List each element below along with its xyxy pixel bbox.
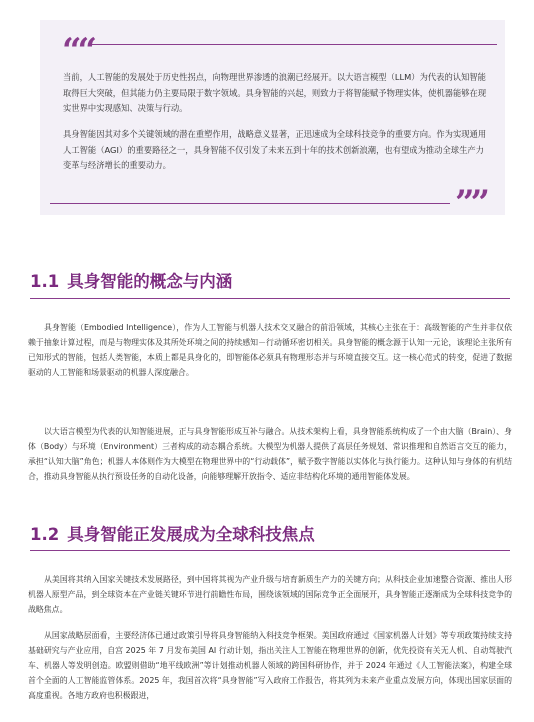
open-quote-icon: ““	[62, 31, 94, 71]
section-divider	[30, 550, 510, 551]
section-number: 1.2	[30, 525, 60, 544]
section-number: 1.1	[30, 272, 60, 291]
intro-paragraph-2: 具身智能因其对多个关键领域的潜在重塑作用，战略意义显著，正迅速成为全球科技竞争的重要方向。作为实现通用人工智能（AGI）的重要路径之一，具身智能不仅引发了未来五到十年的技术创新浪潮，也有望成为推动全球生产力变革与经济增长的重要动力。	[63, 129, 487, 170]
section-divider	[30, 298, 510, 299]
quote-bottom-divider	[50, 203, 450, 204]
section-title-text: 具身智能正发展成为全球科技焦点	[67, 525, 315, 544]
quote-top-divider	[92, 44, 497, 45]
section-1-1-paragraph-1: 具身智能（Embodied Intelligence），作为人工智能与机器人技术交叉融合的前沿领域，其核心主张在于：高级智能的产生并非仅依赖于抽象计算过程，而是与物理实体及其所处环境之间的持续感知－行动循环密切相关。具身智能的概念源于认知一元论，该理论主张所有已知形式的智能，包括人类智能，本质上都是具身化的，即智能体必须具有物理形态并与环境直接交互。这一核心范式的转变，促进了数据驱动的人工智能和场景驱动的机器人深度融合。	[28, 323, 512, 377]
section-title-text: 具身智能的概念与内涵	[67, 272, 233, 291]
section-1-1-paragraph-2: 以大语言模型为代表的认知智能进展，正与具身智能形成互补与融合。从技术架构上看，具身智能系统构成了一个由大脑（Brain）、身体（Body）与环境（Environment）三者构成的动态耦合系统。大模型为机器人提供了高层任务规划、常识推理和自然语言交互的能力，承担“认知大脑”角色；机器人本体则作为大模型在物理世界中的“行动载体”，赋予数字智能以实体化与执行能力。这种认知与身体的有机结合，推动具身智能从执行预设任务的自动化设备，向能够理解开放指令、适应非结构化环境的通用智能体发展。	[28, 427, 512, 481]
intro-quote-box	[40, 20, 505, 215]
close-quote-icon: ””	[455, 183, 487, 223]
intro-paragraph-1: 当前，人工智能的发展处于历史性拐点，向物理世界渗透的浪潮已经展开。以大语言模型（LLM）为代表的认知智能取得巨大突破，但其能力仍主要局限于数字领域。具身智能的兴起，则致力于将智能赋予物理实体，使机器能够在现实世界中实现感知、决策与行动。	[63, 72, 487, 113]
section-1-2-paragraph-2: 从国家战略层面看，主要经济体已通过政策引导将具身智能纳入科技竞争框架。美国政府通过《国家机器人计划》等专项政策持续支持基础研究与产业应用，自宫 2025 年 7 月发布美国 AI 行动计划，指出关注人工智能在物理世界的创新，优先投资有关无人机、自动驾驶汽车、机器人等发明创造。欧盟则借助“地平线欧洲”等计划推动机器人领域的跨国科研协作，并于 2024 年通过《人工智能法案》，构建全球首个全面的人工智能监管体系。2025 年，我国首次将“具身智能”写入政府工作报告，将其列为未来产业重点发展方向，体现出国家层面的高度重视。各地方政府也积极跟进，	[28, 631, 512, 700]
section-1-2-paragraph-1: 从美国将其纳入国家关键技术发展路径，到中国将其视为产业升级与培育新质生产力的关键方向；从科技企业加速整合资源、推出人形机器人原型产品，到全球资本在产业链关键环节进行前瞻性布局，围绕该领域的国际竞争正全面展开，具身智能正逐渐成为全球科技竞争的战略焦点。	[28, 575, 512, 614]
section-heading-1-1	[30, 268, 232, 292]
section-heading-1-2	[30, 521, 315, 545]
